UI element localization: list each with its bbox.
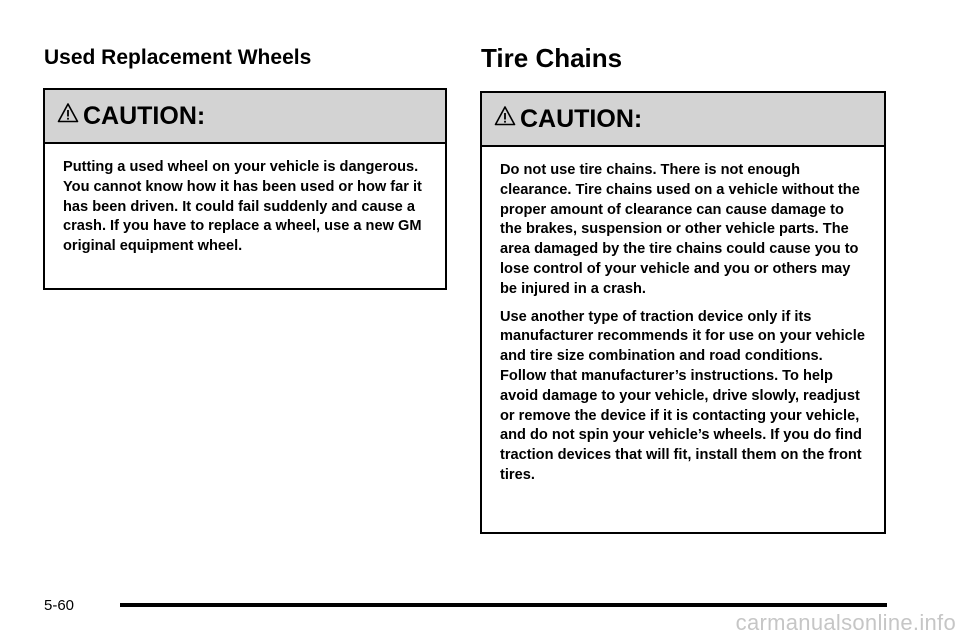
caution-paragraph: Do not use tire chains. There is not enough clearance. Tire chains used on a vehicle without the proper amount of clearance can cause damage to the brakes, suspension or other vehicle parts. The area damaged by the tire chains could cause you to lose control of your vehicle and you or others may be injured in a crash. — [500, 162, 860, 297]
caution-title: CAUTION: — [83, 101, 206, 130]
caution-header — [45, 90, 445, 144]
warning-triangle-icon — [57, 102, 79, 124]
tire-chains-caution-box — [480, 91, 886, 534]
used-replacement-wheels-heading: Used Replacement Wheels — [44, 46, 312, 69]
caution-paragraph: Putting a used wheel on your vehicle is dangerous. You cannot know how it has been used or how far it has been driven. It could fail suddenly and cause a crash. If you have to replace a wheel, use a new GM original equipment wheel. — [63, 159, 422, 255]
caution-body — [482, 147, 884, 486]
caution-header — [482, 93, 884, 147]
warning-triangle-icon — [494, 105, 516, 127]
caution-paragraph: Use another type of traction device only if its manufacturer recommends it for use on your vehicle and tire size combination and road conditions. Follow that manufacturer’s instructions. To help avoid damage to your vehicle, drive slowly, readjust or remove the device if it is contacting your vehicle, and do not spin your vehicle’s wheels. If you do find traction devices that will fit, install them on the front tires. — [500, 308, 865, 483]
page-number: 5-60 — [44, 597, 75, 614]
caution-body — [45, 144, 445, 257]
caution-title: CAUTION: — [520, 104, 643, 133]
used-wheels-caution-box — [43, 88, 447, 290]
tire-chains-heading: Tire Chains — [481, 43, 623, 73]
footer-divider — [120, 603, 887, 607]
watermark: carmanualsonline.info — [735, 610, 956, 635]
